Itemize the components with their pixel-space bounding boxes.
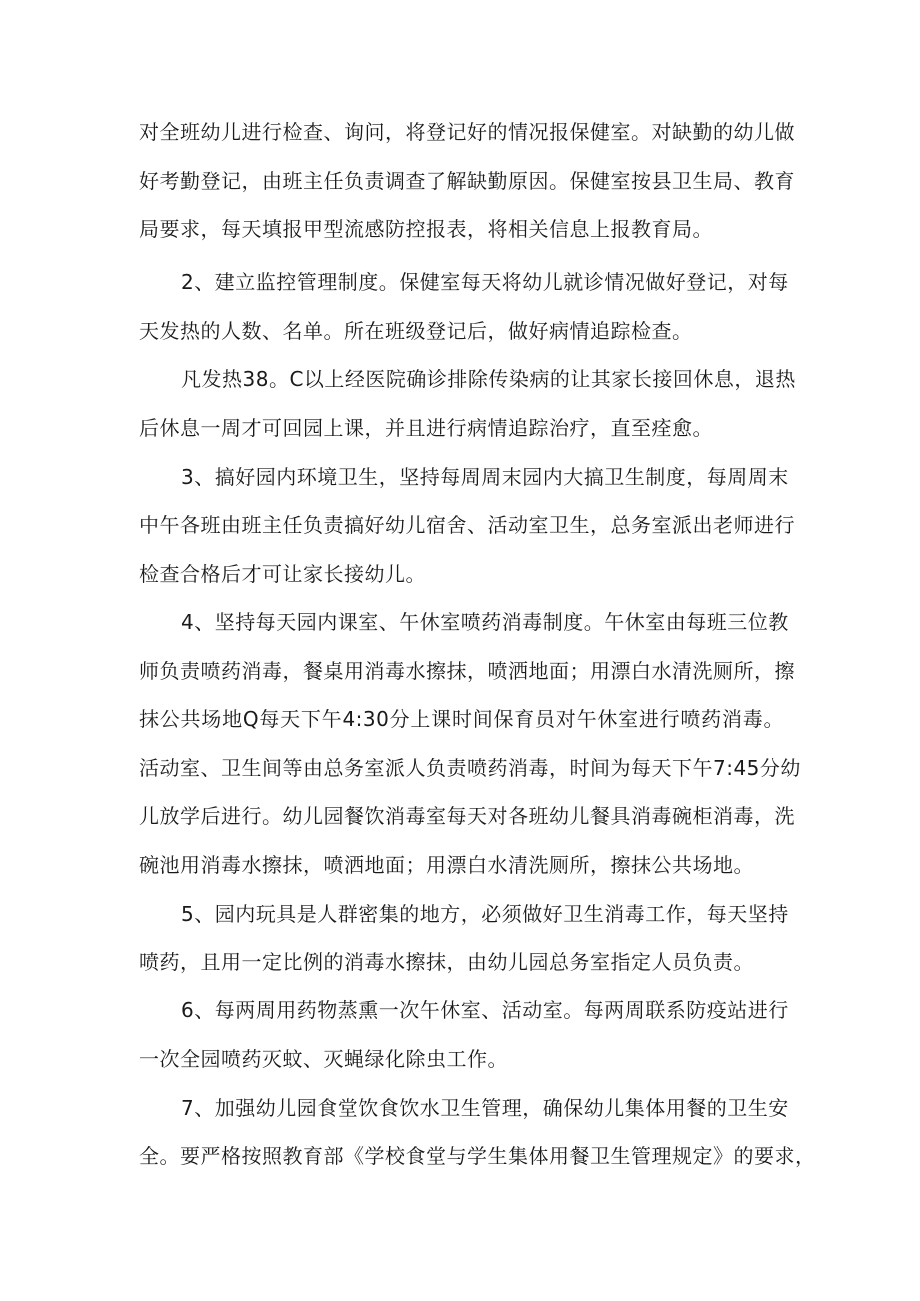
text-line: 中午各班由班主任负责搞好幼儿宿舍、活动室卫生，总务室派出老师进行 xyxy=(139,513,795,537)
text-line: 天发热的人数、名单。所在班级登记后，做好病情追踪检查。 xyxy=(139,319,693,343)
paragraph-6-start: 6、每两周用药物蒸熏一次午休室、活动室。每两周联系防疫站进行 xyxy=(181,998,789,1022)
text-line: 碗池用消毒水擦抹，喷洒地面；用漂白水清洗厕所，擦抹公共场地。 xyxy=(139,853,754,877)
text-line: 后休息一周才可回园上课，并且进行病情追踪治疗，直至痊愈。 xyxy=(139,416,713,440)
text-line: 喷药，且用一定比例的消毒水擦抹，由幼儿园总务室指定人员负责。 xyxy=(139,950,754,974)
text-line: 好考勤登记，由班主任负责调查了解缺勤原因。保健室按县卫生局、教育 xyxy=(139,169,795,193)
text-line: 局要求，每天填报甲型流感防控报表，将相关信息上报教育局。 xyxy=(139,217,713,241)
text-line: 对全班幼儿进行检查、询问，将登记好的情况报保健室。对缺勤的幼儿做 xyxy=(139,120,795,144)
paragraph-3-start: 3、搞好园内环境卫生，坚持每周周末园内大搞卫生制度，每周周末 xyxy=(181,465,789,489)
paragraph-7-start: 7、加强幼儿园食堂饮食饮水卫生管理，确保幼儿集体用餐的卫生安 xyxy=(181,1096,789,1120)
text-line: 儿放学后进行。幼儿园餐饮消毒室每天对各班幼儿餐具消毒碗柜消毒，洗 xyxy=(139,804,795,828)
text-line: 师负责喷药消毒，餐桌用消毒水擦抹，喷洒地面；用漂白水清洗厕所，擦 xyxy=(139,659,795,683)
paragraph-4-start: 4、坚持每天园内课室、午休室喷药消毒制度。午休室由每班三位教 xyxy=(181,610,789,634)
text-line: 凡发热38。C以上经医院确诊排除传染病的让其家长接回休息，退热 xyxy=(181,367,796,391)
text-line: 活动室、卫生间等由总务室派人负责喷药消毒，时间为每天下午7:45分幼 xyxy=(139,756,801,780)
text-line: 检查合格后才可让家长接幼儿。 xyxy=(139,562,426,586)
paragraph-2-start: 2、建立监控管理制度。保健室每天将幼儿就诊情况做好登记，对每 xyxy=(181,270,789,294)
text-line: 抹公共场地Q每天下午4:30分上课时间保育员对午休室进行喷药消毒。 xyxy=(139,707,784,731)
text-line: 全。要严格按照教育部《学校食堂与学生集体用餐卫生管理规定》的要求， xyxy=(139,1144,816,1168)
text-line: 一次全园喷药灭蚊、灭蝇绿化除虫工作。 xyxy=(139,1047,508,1071)
paragraph-5-start: 5、园内玩具是人群密集的地方，必须做好卫生消毒工作，每天坚持 xyxy=(181,902,789,926)
